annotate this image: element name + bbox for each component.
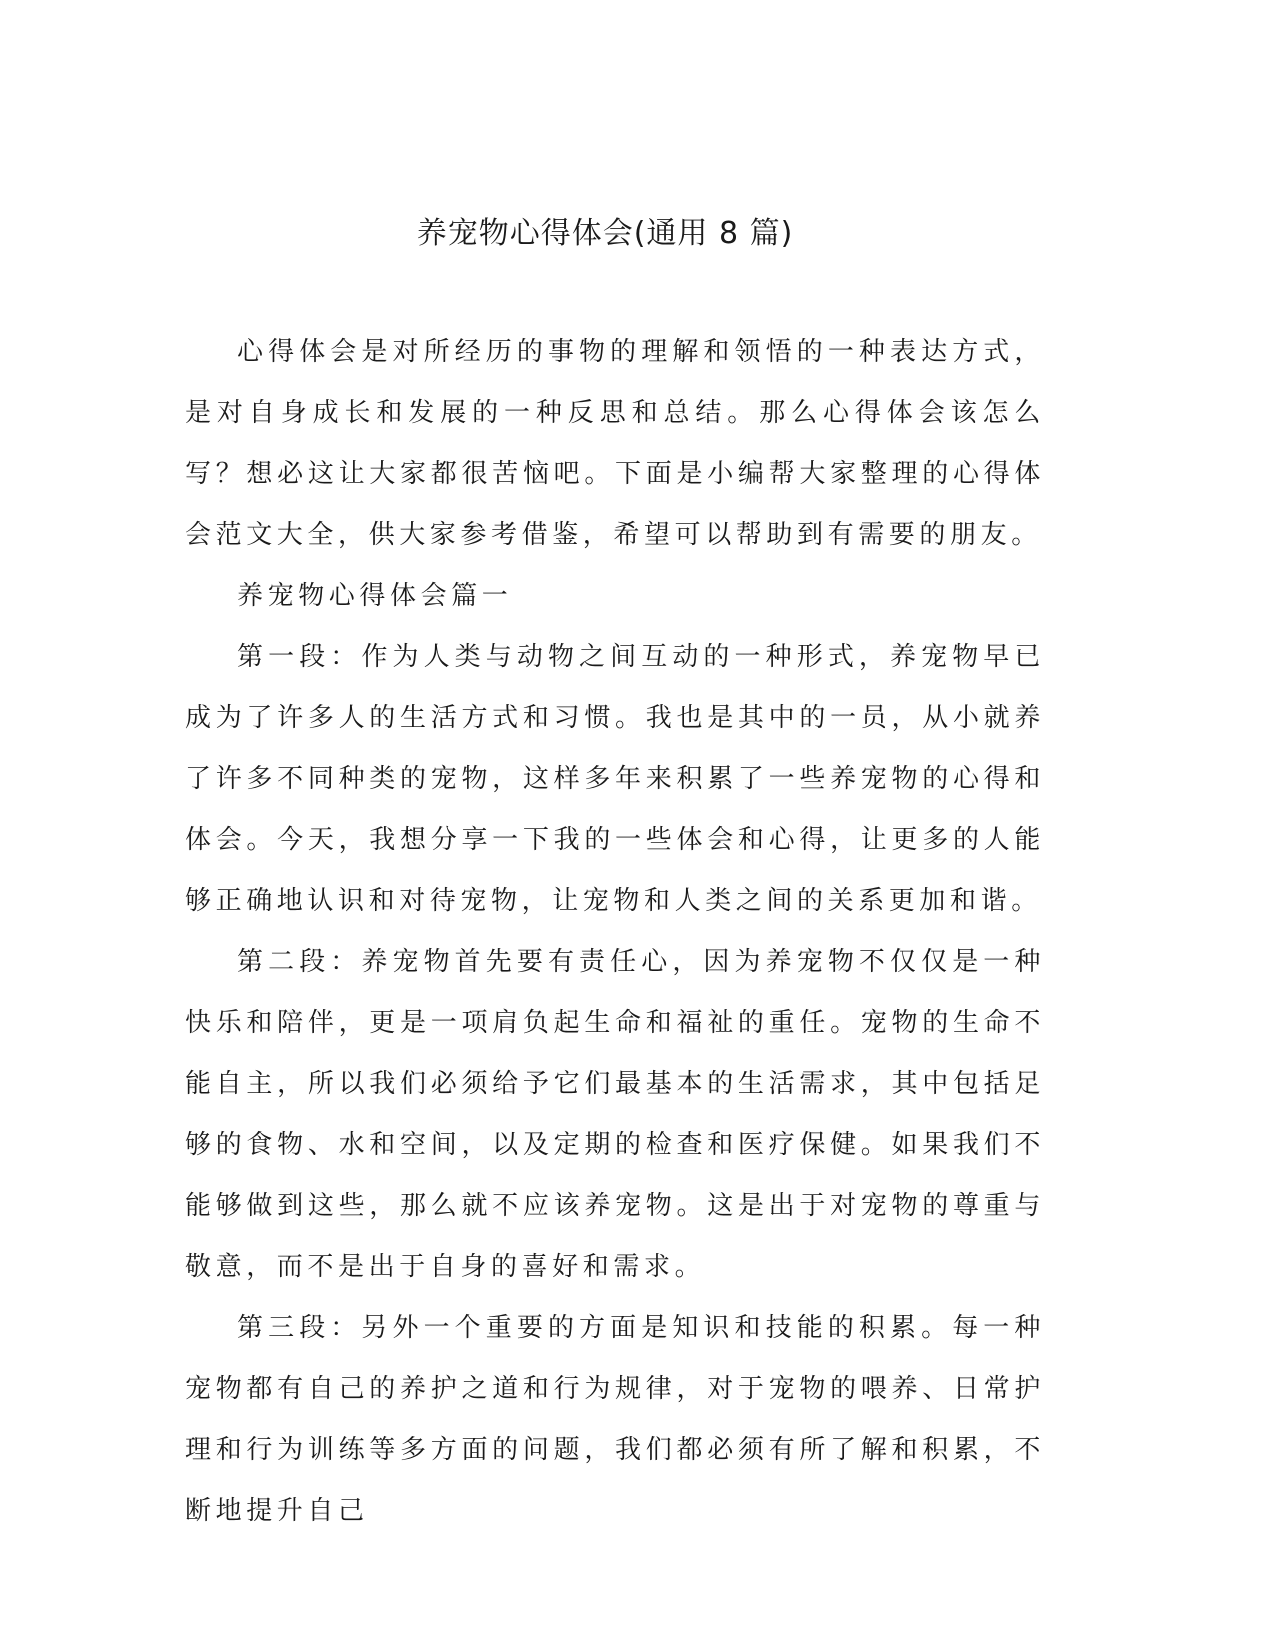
body-paragraph: 第三段：另外一个重要的方面是知识和技能的积累。每一种宠物都有自己的养护之道和行为规律，对于宠物的喂养、日常护理和行为训练等多方面的问题，我们都必须有所了解和积累，不断地提升自己 xyxy=(185,1313,1045,1526)
body-paragraph: 第一段：作为人类与动物之间互动的一种形式，养宠物早已成为了许多人的生活方式和习惯。我也是其中的一员，从小就养了许多不同种类的宠物，这样多年来积累了一些养宠物的心得和体会。今天，我想分享一下我的一些体会和心得，让更多的人能够正确地认识和对待宠物，让宠物和人类之间的关系更加和谐。 xyxy=(185,642,1045,916)
body-paragraph: 第二段：养宠物首先要有责任心，因为养宠物不仅仅是一种快乐和陪伴，更是一项肩负起生命和福祉的重任。宠物的生命不能自主，所以我们必须给予它们最基本的生活需求，其中包括足够的食物、水和空间，以及定期的检查和医疗保健。如果我们不能够做到这些，那么就不应该养宠物。这是出于对宠物的尊重与敬意，而不是出于自身的喜好和需求。 xyxy=(185,947,1045,1282)
section-heading: 养宠物心得体会篇一 xyxy=(237,581,513,611)
document-title: 养宠物心得体会(通用 8 篇) xyxy=(416,216,794,251)
intro-paragraph: 心得体会是对所经历的事物的理解和领悟的一种表达方式，是对自身成长和发展的一种反思和总结。那么心得体会该怎么写？想必这让大家都很苦恼吧。下面是小编帮大家整理的心得体会范文大全，供大家参考借鉴，希望可以帮助到有需要的朋友。 xyxy=(185,337,1045,550)
document-body xyxy=(185,322,1045,1542)
